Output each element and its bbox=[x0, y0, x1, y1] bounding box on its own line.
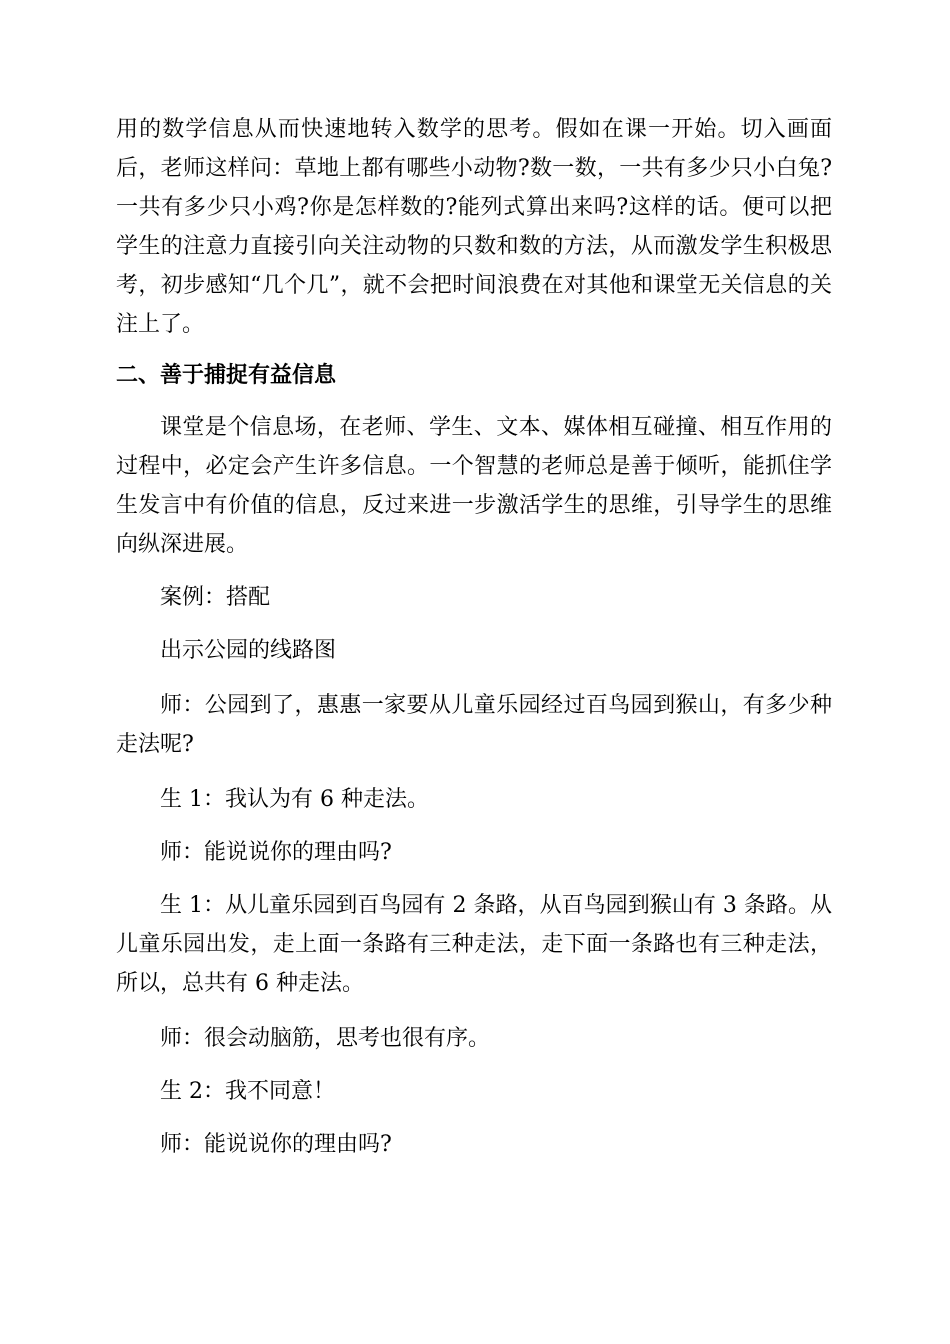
paragraph-case-title: 案例：搭配 bbox=[160, 585, 271, 610]
paragraph-student1-answer: 生 1：我认为有 6 种走法。 bbox=[160, 787, 429, 812]
paragraph-show-map: 出示公园的线路图 bbox=[160, 638, 337, 663]
paragraph-teacher-question: 师：公园到了，惠惠一家要从儿童乐园经过百鸟园到猴山，有多少种走法呢? bbox=[116, 693, 832, 757]
paragraph-teacher-ask-reason: 师：能说说你的理由吗? bbox=[160, 840, 392, 865]
paragraph-student1-reason: 生 1：从儿童乐园到百鸟园有 2 条路，从百鸟园到猴山有 3 条路。从儿童乐园出发，走上面一条路有三种走法，走下面一条路也有三种走法，所以，总共有 6 种走法。 bbox=[116, 893, 832, 996]
paragraph-teacher-ask-reason-2: 师：能说说你的理由吗? bbox=[160, 1132, 392, 1157]
paragraph-classroom-info: 课堂是个信息场，在老师、学生、文本、媒体相互碰撞、相互作用的过程中，必定会产生许多信息。一个智慧的老师总是善于倾听，能抓住学生发言中有价值的信息，反过来进一步激活学生的思维，引导学生的思维向纵深进展。 bbox=[116, 415, 832, 557]
paragraph-student2-disagree: 生 2：我不同意！ bbox=[160, 1079, 335, 1104]
section-heading: 二、善于捕捉有益信息 bbox=[116, 363, 337, 388]
paragraph-teacher-praise: 师：很会动脑筋，思考也很有序。 bbox=[160, 1026, 491, 1051]
paragraph-intro-continuation: 用的数学信息从而快速地转入数学的思考。假如在课一开始。切入画面后，老师这样问：草地上都有哪些小动物?数一数，一共有多少只小白兔?一共有多少只小鸡?你是怎样数的?能列式算出来吗?这样的话。便可以把学生的注意力直接引向关注动物的只数和数的方法，从而激发学生积极思考，初步感知“几个几”，就不会把时间浪费在对其他和课堂无关信息的关注上了。 bbox=[116, 117, 832, 337]
